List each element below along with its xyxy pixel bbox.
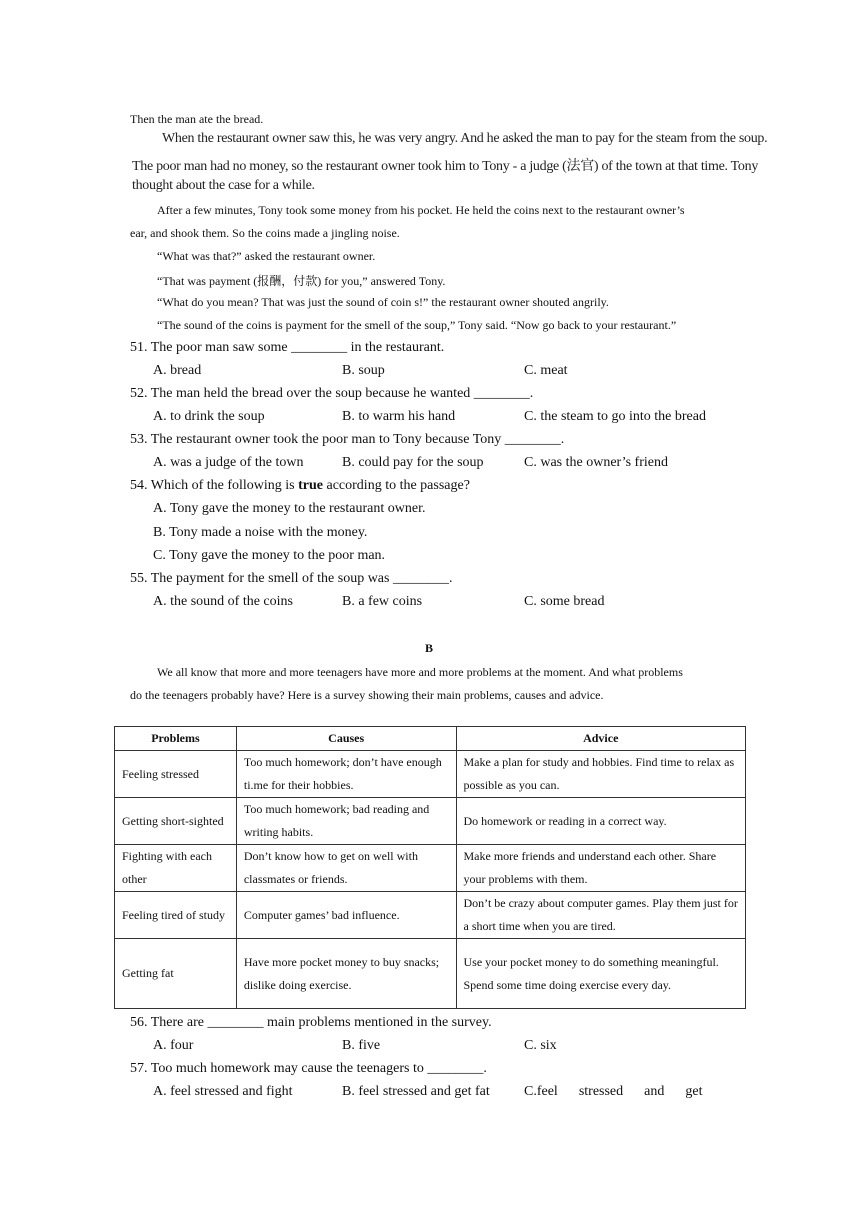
option-b: B. five: [342, 1038, 381, 1053]
table-cell: Have more pocket money to buy snacks; dislike doing exercise.: [236, 939, 456, 1009]
option-b: B. to warm his hand: [342, 409, 456, 424]
option-a: A. was a judge of the town: [153, 455, 304, 470]
option-c: C.feel stressed and get: [524, 1084, 703, 1099]
paragraph-line: After a few minutes, Tony took some money from his pocket. He held the coins next to the restaurant owner’s: [157, 203, 685, 217]
question-stem: 51. The poor man saw some ________ in the restaurant.: [130, 340, 445, 355]
table-cell: Feeling stressed: [115, 751, 237, 798]
table-cell: Fighting with each other: [115, 845, 237, 892]
paragraph-line: ear, and shook them. So the coins made a jingling noise.: [130, 226, 400, 240]
option-b: B. feel stressed and get fat: [342, 1084, 490, 1099]
question-stem: 52. The man held the bread over the soup because he wanted ________.: [130, 386, 534, 401]
scanned-text-line: When the restaurant owner saw this, he was very angry. And he asked the man to pay for the steam from the soup.: [162, 131, 768, 146]
table-cell: Make a plan for study and hobbies. Find time to relax as possible as you can.: [456, 751, 746, 798]
passage-line: Then the man ate the bread.: [130, 112, 264, 126]
table-cell: Don’t be crazy about computer games. Play them just for a short time when you are tired.: [456, 892, 746, 939]
question-stem: 53. The restaurant owner took the poor man to Tony because Tony ________.: [130, 432, 565, 447]
table-header-row: [115, 727, 746, 751]
option-c: C. six: [524, 1038, 557, 1053]
header-cell: Advice: [456, 727, 746, 751]
scanned-text-line: The poor man had no money, so the restaurant owner took him to Tony - a judge (法官) of the town at that time. Tony: [132, 159, 759, 174]
table-cell: Getting short-sighted: [115, 798, 237, 845]
dialog-line: “What do you mean? That was just the sound of coin s!” the restaurant owner shouted angrily.: [157, 295, 609, 309]
option-b: B. could pay for the soup: [342, 455, 484, 470]
table-cell: Getting fat: [115, 939, 237, 1009]
option-c: C. was the owner’s friend: [524, 455, 668, 470]
option-b: B. soup: [342, 363, 385, 378]
table-cell: Don’t know how to get on well with classmates or friends.: [236, 845, 456, 892]
option-b: B. a few coins: [342, 594, 423, 609]
table-cell: Too much homework; don’t have enough ti.me for their hobbies.: [236, 751, 456, 798]
scanned-text-line: thought about the case for a while.: [132, 178, 315, 193]
table-cell: Feeling tired of study: [115, 892, 237, 939]
table-cell: Too much homework; bad reading and writing habits.: [236, 798, 456, 845]
intro-line: do the teenagers probably have? Here is a survey showing their main problems, causes and advice.: [130, 688, 604, 702]
intro-line: We all know that more and more teenagers have more and more problems at the moment. And what problems: [157, 665, 683, 679]
option-c: C. meat: [524, 363, 568, 378]
emphasis-word: true: [298, 478, 323, 493]
header-cell: Problems: [115, 727, 237, 751]
dialog-line: “That was payment (报酬，付款) for you,” answered Tony.: [157, 274, 446, 288]
option-c: C. the steam to go into the bread: [524, 409, 706, 424]
option-c: C. Tony gave the money to the poor man.: [153, 548, 386, 563]
survey-table: [114, 726, 746, 1009]
option-b: B. Tony made a noise with the money.: [153, 525, 368, 540]
table-cell: Do homework or reading in a correct way.: [456, 798, 746, 845]
table-row: [115, 845, 746, 892]
table-row: [115, 751, 746, 798]
table-cell: Computer games’ bad influence.: [236, 892, 456, 939]
header-cell: Causes: [236, 727, 456, 751]
option-a: A. feel stressed and fight: [153, 1084, 293, 1099]
dialog-line: “The sound of the coins is payment for the smell of the soup,” Tony said. “Now go back to your restaurant.”: [157, 318, 677, 332]
table-row: [115, 939, 746, 1009]
table-cell: Make more friends and understand each other. Share your problems with them.: [456, 845, 746, 892]
table-row: [115, 892, 746, 939]
question-stem: 55. The payment for the smell of the soup was ________.: [130, 571, 453, 586]
section-heading: B: [425, 641, 434, 655]
option-a: A. bread: [153, 363, 202, 378]
option-c: C. some bread: [524, 594, 605, 609]
option-a: A. to drink the soup: [153, 409, 265, 424]
table-row: [115, 798, 746, 845]
option-a: A. Tony gave the money to the restaurant owner.: [153, 501, 426, 516]
table-cell: Use your pocket money to do something meaningful. Spend some time doing exercise every day.: [456, 939, 746, 1009]
question-stem: 56. There are ________ main problems mentioned in the survey.: [130, 1015, 492, 1030]
option-a: A. four: [153, 1038, 194, 1053]
question-stem: 54. Which of the following is true according to the passage?: [130, 478, 470, 493]
dialog-line: “What was that?” asked the restaurant owner.: [157, 249, 376, 263]
option-a: A. the sound of the coins: [153, 594, 293, 609]
question-stem: 57. Too much homework may cause the teenagers to ________.: [130, 1061, 487, 1076]
